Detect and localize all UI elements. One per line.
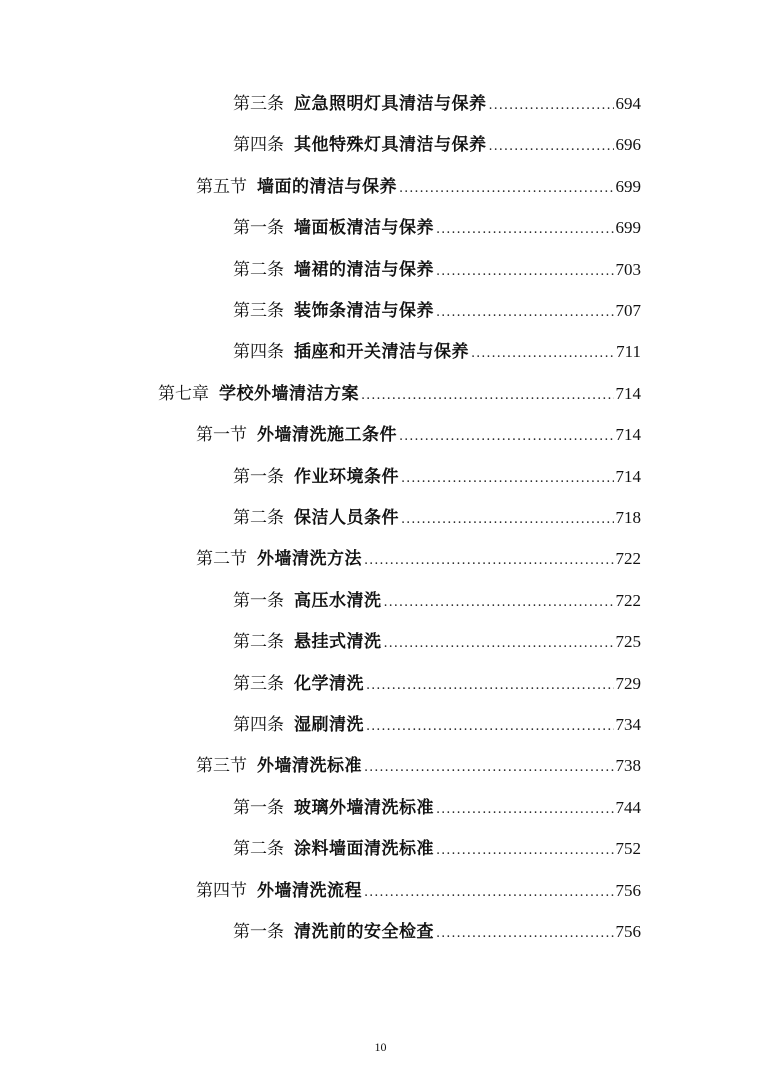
toc-entry-number: 第三条	[233, 673, 284, 694]
toc-entry-title: 玻璃外墙清洗标准	[294, 797, 434, 818]
toc-entry-title: 化学清洗	[294, 673, 364, 694]
toc-entry-page-number: 722	[615, 590, 641, 610]
toc-entry[interactable]	[233, 90, 641, 118]
toc-entry-number: 第一条	[233, 922, 284, 942]
toc-entry[interactable]	[233, 711, 641, 739]
toc-entry-number: 第四条	[233, 342, 284, 363]
toc-entry-title: 墙面板清洁与保养	[294, 218, 434, 239]
dot-leader	[366, 713, 614, 741]
toc-entry[interactable]	[233, 214, 641, 242]
toc-entry-page-number: 756	[615, 880, 641, 900]
dot-leader	[399, 423, 614, 451]
toc-entry-number: 第三条	[233, 94, 284, 114]
toc-entry[interactable]	[158, 380, 641, 408]
toc-entry[interactable]	[233, 256, 641, 284]
toc-entry[interactable]	[233, 835, 641, 863]
toc-entry-page-number: 756	[615, 922, 641, 941]
toc-entry-number: 第二条	[233, 259, 284, 280]
toc-entry-title: 清洗前的安全检查	[294, 922, 434, 942]
toc-entry-title: 其他特殊灯具清洁与保养	[294, 135, 487, 156]
toc-entry-page-number: 707	[615, 301, 641, 320]
toc-entry-title: 外墙清洗方法	[257, 549, 362, 570]
toc-entry-number: 第二条	[233, 508, 284, 528]
toc-entry-page-number: 714	[615, 425, 641, 445]
dot-leader	[384, 630, 614, 658]
dot-leader	[436, 796, 614, 824]
toc-entry-page-number: 694	[615, 94, 641, 113]
toc-entry-page-number: 744	[615, 797, 641, 817]
toc-entry-page-number: 699	[615, 218, 641, 238]
toc-entry-number: 第四节	[196, 880, 247, 901]
toc-entry-title: 墙裙的清洁与保养	[294, 259, 434, 280]
dot-leader	[401, 465, 614, 493]
toc-entry[interactable]	[233, 794, 641, 822]
toc-entry-number: 第一条	[233, 797, 284, 818]
toc-entry-title: 插座和开关清洁与保养	[294, 342, 469, 363]
toc-entry-title: 墙面的清洁与保养	[257, 176, 397, 197]
toc-entry-title: 应急照明灯具清洁与保养	[294, 94, 487, 114]
toc-entry-number: 第一条	[233, 590, 284, 611]
dot-leader	[436, 837, 614, 865]
toc-entry-page-number: 699	[615, 176, 641, 196]
toc-entry-title: 装饰条清洁与保养	[294, 301, 434, 321]
toc-entry[interactable]	[233, 587, 641, 615]
toc-entry-number: 第五节	[196, 176, 247, 197]
toc-entry-page-number: 722	[615, 549, 641, 569]
toc-entry[interactable]	[233, 918, 641, 946]
toc-entry[interactable]	[233, 338, 641, 366]
toc-entry-number: 第二节	[196, 549, 247, 570]
toc-entry-number: 第三条	[233, 301, 284, 321]
dot-leader	[489, 133, 614, 161]
dot-leader	[364, 879, 614, 907]
toc-entry-title: 外墙清洗施工条件	[257, 425, 397, 446]
toc-entry[interactable]	[196, 173, 641, 201]
toc-entry[interactable]	[233, 504, 641, 532]
toc-entry-page-number: 729	[615, 673, 641, 693]
toc-entry-page-number: 711	[616, 342, 641, 362]
dot-leader	[436, 299, 614, 327]
dot-leader	[361, 382, 614, 410]
toc-entry-number: 第二条	[233, 632, 284, 653]
toc-entry-number: 第四条	[233, 135, 284, 156]
toc-entry-page-number: 752	[615, 839, 641, 859]
toc-entry-number: 第三节	[196, 756, 247, 777]
toc-entry-page-number: 725	[615, 632, 641, 652]
dot-leader	[366, 672, 614, 700]
dot-leader	[436, 258, 614, 286]
toc-entry-title: 湿刷清洗	[294, 715, 364, 735]
toc-entry-number: 第一节	[196, 425, 247, 446]
dot-leader	[384, 589, 614, 617]
toc-entry-title: 外墙清洗流程	[257, 880, 362, 901]
toc-entry-page-number: 714	[615, 466, 641, 486]
toc-entry[interactable]	[233, 131, 641, 159]
toc-entry-page-number: 703	[615, 259, 641, 279]
toc-entry-page-number: 734	[615, 715, 641, 734]
toc-entry-title: 学校外墙清洁方案	[219, 383, 359, 404]
toc-entry-title: 外墙清洗标准	[257, 756, 362, 777]
toc-entry[interactable]	[233, 463, 641, 491]
dot-leader	[401, 506, 614, 534]
page-footer-number: 10	[374, 1040, 387, 1054]
dot-leader	[436, 920, 614, 948]
toc-entry-number: 第一条	[233, 466, 284, 487]
toc-entry-title: 悬挂式清洗	[294, 632, 382, 653]
dot-leader	[489, 92, 614, 120]
toc-entry-page-number: 714	[615, 383, 641, 403]
toc-entry-title: 作业环境条件	[294, 466, 399, 487]
toc-entry-number: 第一条	[233, 218, 284, 239]
toc-entry-title: 高压水清洗	[294, 590, 382, 611]
toc-entry-page-number: 718	[615, 508, 641, 527]
toc-entry[interactable]	[196, 752, 641, 780]
toc-entry[interactable]	[233, 628, 641, 656]
toc-entry-title: 保洁人员条件	[294, 508, 399, 528]
toc-entry-title: 涂料墙面清洗标准	[294, 839, 434, 860]
toc-entry[interactable]	[196, 545, 641, 573]
toc-entry-page-number: 738	[615, 756, 641, 776]
toc-entry[interactable]	[196, 421, 641, 449]
toc-entry[interactable]	[196, 877, 641, 905]
toc-entry-number: 第四条	[233, 715, 284, 735]
dot-leader	[364, 754, 614, 782]
toc-entry-number: 第二条	[233, 839, 284, 860]
toc-entry[interactable]	[233, 670, 641, 698]
toc-entry[interactable]	[233, 297, 641, 325]
toc-entry-number: 第七章	[158, 383, 209, 404]
toc-entry-page-number: 696	[615, 135, 641, 155]
dot-leader	[364, 547, 614, 575]
dot-leader	[436, 216, 614, 244]
dot-leader	[471, 340, 614, 368]
dot-leader	[399, 175, 614, 203]
